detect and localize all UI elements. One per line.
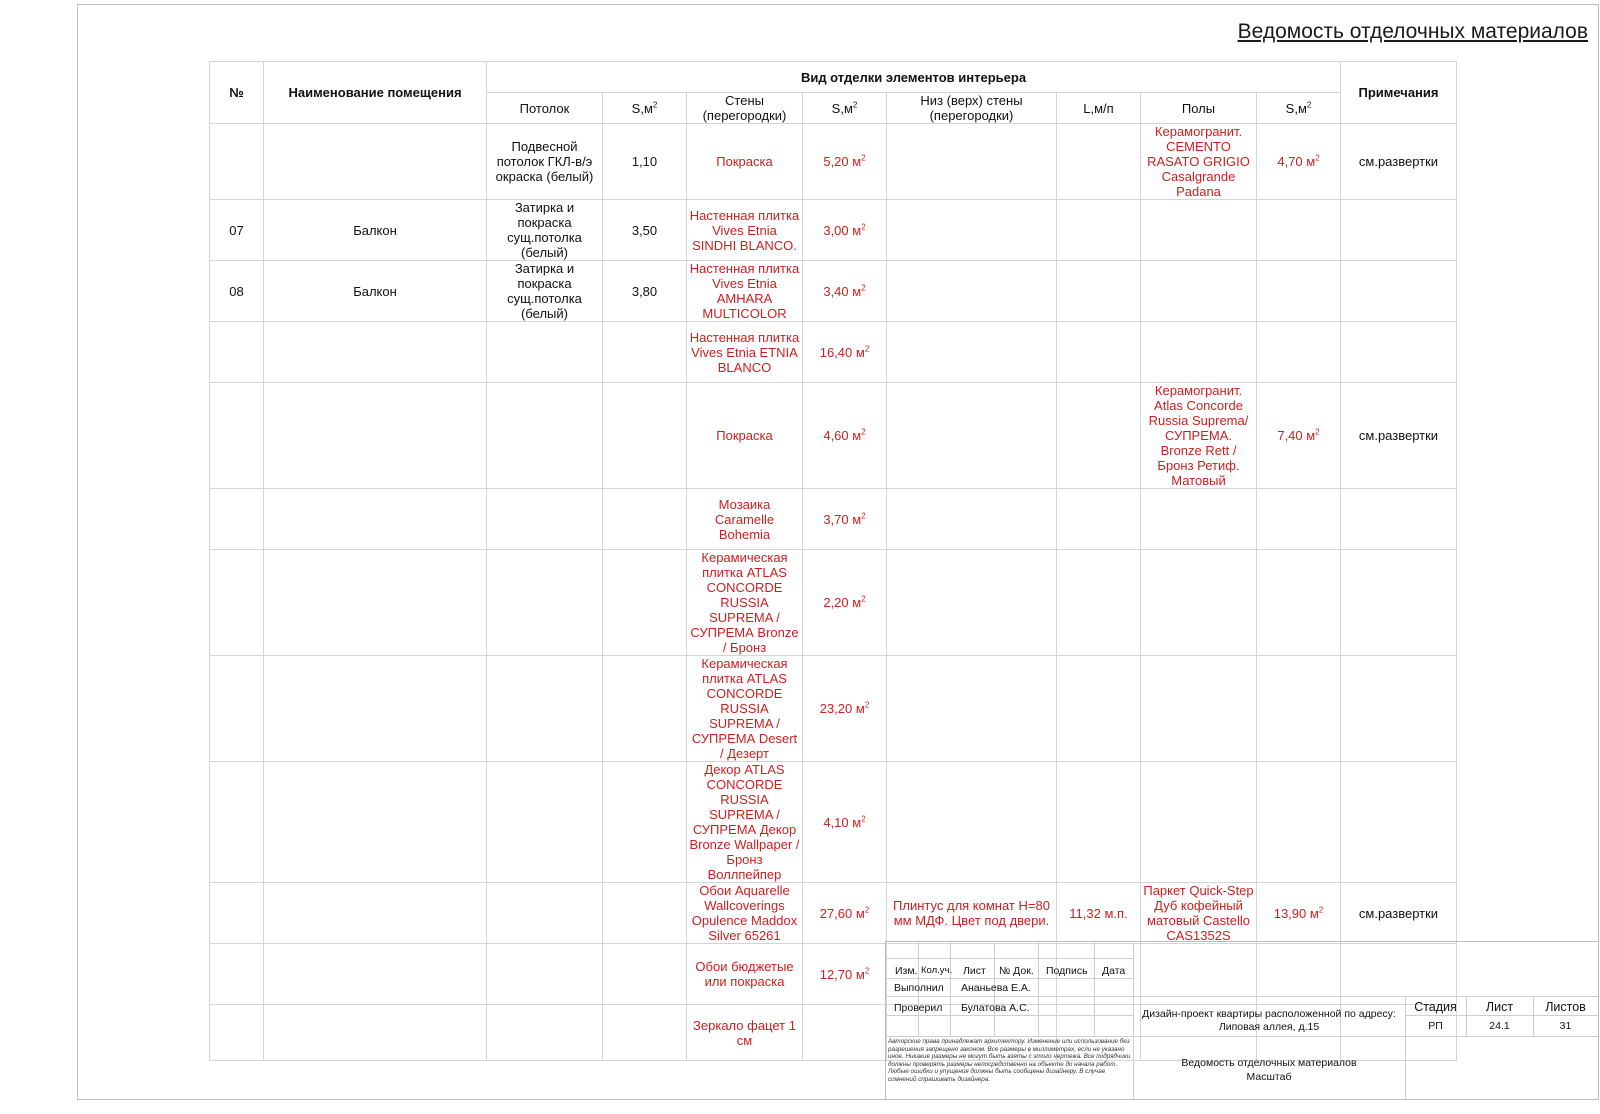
row-ceiling-area (603, 489, 687, 550)
stamp-sheets-label: Листов (1545, 1000, 1586, 1014)
row-wall-base (887, 762, 1057, 883)
row-floor-area (1257, 489, 1341, 550)
row-walls-area: 5,20 $м^2$ (803, 124, 887, 200)
table-row (210, 656, 1457, 762)
row-walls-area: 4,60 $м^2$ (803, 383, 887, 489)
stamp-scale-label: Масштаб (1246, 1071, 1292, 1083)
header-num: № (210, 62, 264, 124)
row-floor-area: 7,40 $м^2$ (1257, 383, 1341, 489)
table-row (210, 200, 1457, 261)
row-ceiling-area: 1,10 (603, 124, 687, 200)
header-notes: Примечания (1341, 62, 1457, 124)
row-walls-area: 16,40 $м^2$ (803, 322, 887, 383)
row-num: 07 (210, 200, 264, 261)
row-walls: Керамическая плитка ATLAS CONCORDE RUSSIA SUPREMA / СУПРЕМА Desert / Дезерт (687, 656, 803, 762)
row-ceiling (487, 322, 603, 383)
row-walls: Керамическая плитка ATLAS CONCORDE RUSSIA SUPREMA / СУПРЕМА Bronze / Бронз (687, 550, 803, 656)
row-ceiling (487, 1005, 603, 1061)
row-num (210, 489, 264, 550)
row-wall-base (887, 261, 1057, 322)
row-floor (1141, 656, 1257, 762)
row-room (264, 489, 487, 550)
row-room (264, 322, 487, 383)
row-num (210, 944, 264, 1005)
row-floor (1141, 200, 1257, 261)
row-walls-area: 3,70 $м^2$ (803, 489, 887, 550)
row-floor-area (1257, 261, 1341, 322)
row-wall-base (887, 200, 1057, 261)
row-wall-base (887, 656, 1057, 762)
row-room (264, 762, 487, 883)
stamp-col-change: Изм. (895, 965, 918, 977)
row-floor (1141, 550, 1257, 656)
row-ceiling-area (603, 656, 687, 762)
row-walls: Настенная плитка Vives Etnia AMHARA MULTICOLOR (687, 261, 803, 322)
stamp-sheet-label: Лист (1485, 1000, 1514, 1014)
row-wall-base-length (1057, 762, 1141, 883)
row-room (264, 944, 487, 1005)
stamp-col-date: Дата (1102, 965, 1126, 977)
row-wall-base (887, 550, 1057, 656)
row-walls-area: 27,60 $м^2$ (803, 883, 887, 944)
row-walls: Обои бюджетые или покраска (687, 944, 803, 1005)
row-wall-base (887, 383, 1057, 489)
row-ceiling (487, 489, 603, 550)
stamp-copyright-note: Авторские права принадлежат архитектору. Изменение или использование без разрешения запрещено законом. Все размеры в миллиметрах, если не указано иное. Никакие размеры не могут быть взяты с этого чертежа. Все подрядчики должны проверять размеры непосредственно на объекте до начала работ. Любые ошибки и упущения должны быть сообщены дизайнеру. В случае сомнений спрашивать дизайнера. (888, 1038, 1131, 1083)
row-walls: Мозаика Caramelle Bohemia (687, 489, 803, 550)
row-notes (1341, 200, 1457, 261)
row-floor: Керамогранит. CEMENTO RASATO GRIGIO Casalgrande Padana (1141, 124, 1257, 200)
row-floor (1141, 489, 1257, 550)
stamp-performed-label: Выполнил (894, 982, 944, 994)
header-walls-area: $S,м^2$ (803, 93, 887, 124)
row-ceiling (487, 944, 603, 1005)
table-row (210, 550, 1457, 656)
row-wall-base (887, 322, 1057, 383)
table-row (210, 489, 1457, 550)
header-finish-group: Вид отделки элементов интерьера (487, 62, 1341, 93)
row-room (264, 124, 487, 200)
row-ceiling (487, 550, 603, 656)
stamp-stage-label: Стадия (1414, 1000, 1457, 1014)
stamp-col-count: Кол.уч. (921, 965, 953, 976)
row-floor: Керамогранит. Atlas Concorde Russia Suprema/СУПРЕМА. Bronze Rett / Бронз Ретиф. Матовый (1141, 383, 1257, 489)
row-floor-area (1257, 656, 1341, 762)
row-ceiling-area (603, 883, 687, 944)
sheet-title: Ведомость отделочных материалов (1237, 20, 1588, 43)
row-room (264, 550, 487, 656)
row-floor-area (1257, 550, 1341, 656)
finishing-materials-table (209, 61, 1457, 1061)
stamp-project: Дизайн-проект квартиры расположенной по адресу: Липовая аллея, д.15 (1142, 1008, 1396, 1033)
stamp-col-signature: Подпись (1046, 965, 1088, 977)
row-floor-area: 13,90 $м^2$ (1257, 883, 1341, 944)
row-room (264, 656, 487, 762)
row-wall-base (887, 124, 1057, 200)
row-walls: Обои Aquarelle Wallcoverings Opulence Maddox Silver 65261 (687, 883, 803, 944)
row-walls-area (803, 1005, 887, 1061)
row-ceiling: Подвесной потолок ГКЛ-в/э окраска (белый) (487, 124, 603, 200)
row-num (210, 322, 264, 383)
row-wall-base: Плинтус для комнат Н=80 мм МДФ. Цвет под двери. (887, 883, 1057, 944)
row-ceiling (487, 883, 603, 944)
row-floor (1141, 762, 1257, 883)
row-walls: Декор ATLAS CONCORDE RUSSIA SUPREMA / СУПРЕМА Декор Bronze Wallpaper / Бронз Воллпейпер (687, 762, 803, 883)
row-wall-base-length (1057, 124, 1141, 200)
row-wall-base-length (1057, 550, 1141, 656)
row-notes (1341, 550, 1457, 656)
row-num (210, 383, 264, 489)
row-notes: см.развертки (1341, 124, 1457, 200)
stamp-col-sheet: Лист (963, 965, 986, 977)
row-walls-area: 2,20 $м^2$ (803, 550, 887, 656)
row-walls: Настенная плитка Vives Etnia ETNIA BLANCO (687, 322, 803, 383)
table-row (210, 261, 1457, 322)
row-num (210, 1005, 264, 1061)
row-ceiling-area (603, 762, 687, 883)
stamp-checked-name: Булатова А.С. (961, 1002, 1030, 1014)
row-num (210, 656, 264, 762)
row-walls-area: 3,00 $м^2$ (803, 200, 887, 261)
row-ceiling (487, 383, 603, 489)
header-floor: Полы (1141, 93, 1257, 124)
table-row (210, 883, 1457, 944)
row-walls: Настенная плитка Vives Etnia SINDHI BLANCO. (687, 200, 803, 261)
row-room (264, 1005, 487, 1061)
stamp-drawing-name: Ведомость отделочных материалов (1181, 1057, 1357, 1069)
row-wall-base-length (1057, 200, 1141, 261)
row-floor-area: 4,70 $м^2$ (1257, 124, 1341, 200)
header-ceiling: Потолок (487, 93, 603, 124)
title-block-stamp (885, 941, 1598, 1099)
row-floor (1141, 261, 1257, 322)
row-ceiling-area (603, 550, 687, 656)
row-wall-base-length (1057, 656, 1141, 762)
row-floor-area (1257, 200, 1341, 261)
row-notes: см.развертки (1341, 883, 1457, 944)
row-wall-base (887, 489, 1057, 550)
row-ceiling: Затирка и покраска сущ.потолка (белый) (487, 200, 603, 261)
table-row (210, 762, 1457, 883)
row-room: Балкон (264, 200, 487, 261)
row-notes (1341, 656, 1457, 762)
stamp-sheets-value: 31 (1559, 1020, 1572, 1032)
row-walls-area: 12,70 $м^2$ (803, 944, 887, 1005)
row-wall-base-length (1057, 383, 1141, 489)
row-ceiling (487, 762, 603, 883)
row-ceiling-area (603, 944, 687, 1005)
row-wall-base-length: 11,32 м.п. (1057, 883, 1141, 944)
row-wall-base-length (1057, 261, 1141, 322)
row-floor-area (1257, 762, 1341, 883)
row-floor (1141, 322, 1257, 383)
stamp-col-doc: № Док. (999, 965, 1034, 977)
row-walls-area: 4,10 $м^2$ (803, 762, 887, 883)
row-notes (1341, 762, 1457, 883)
header-floor-area: $S,м^2$ (1257, 93, 1341, 124)
row-ceiling-area: 3,50 (603, 200, 687, 261)
row-num: 08 (210, 261, 264, 322)
stamp-checked-label: Проверил (894, 1002, 943, 1014)
row-walls: Зеркало фацет 1 см (687, 1005, 803, 1061)
header-ceiling-area: $S,м^2$ (603, 93, 687, 124)
table-row (210, 383, 1457, 489)
row-room (264, 383, 487, 489)
row-walls: Покраска (687, 383, 803, 489)
row-notes (1341, 489, 1457, 550)
row-floor-area (1257, 322, 1341, 383)
row-wall-base-length (1057, 322, 1141, 383)
row-walls-area: 23,20 $м^2$ (803, 656, 887, 762)
row-notes (1341, 261, 1457, 322)
header-wall-base-length: L,м/п (1057, 93, 1141, 124)
header-walls: Стены (перегородки) (687, 93, 803, 124)
row-num (210, 762, 264, 883)
header-wall-base: Низ (верх) стены (перегородки) (887, 93, 1057, 124)
row-notes (1341, 322, 1457, 383)
row-ceiling-area: 3,80 (603, 261, 687, 322)
row-ceiling-area (603, 1005, 687, 1061)
table-row (210, 322, 1457, 383)
row-num (210, 883, 264, 944)
stamp-stage-value: РП (1428, 1020, 1443, 1032)
row-ceiling: Затирка и покраска сущ.потолка (белый) (487, 261, 603, 322)
row-floor: Паркет Quick-Step Дуб кофейный матовый Castello CAS1352S (1141, 883, 1257, 944)
row-ceiling-area (603, 322, 687, 383)
row-ceiling-area (603, 383, 687, 489)
row-num (210, 550, 264, 656)
stamp-sheet-value: 24.1 (1489, 1020, 1510, 1032)
table-row (210, 124, 1457, 200)
row-walls-area: 3,40 $м^2$ (803, 261, 887, 322)
row-room (264, 883, 487, 944)
row-ceiling (487, 656, 603, 762)
row-room: Балкон (264, 261, 487, 322)
row-notes: см.развертки (1341, 383, 1457, 489)
header-room-name: Наименование помещения (264, 62, 487, 124)
row-num (210, 124, 264, 200)
row-walls: Покраска (687, 124, 803, 200)
stamp-performed-name: Ананьева Е.А. (961, 982, 1031, 994)
row-wall-base-length (1057, 489, 1141, 550)
